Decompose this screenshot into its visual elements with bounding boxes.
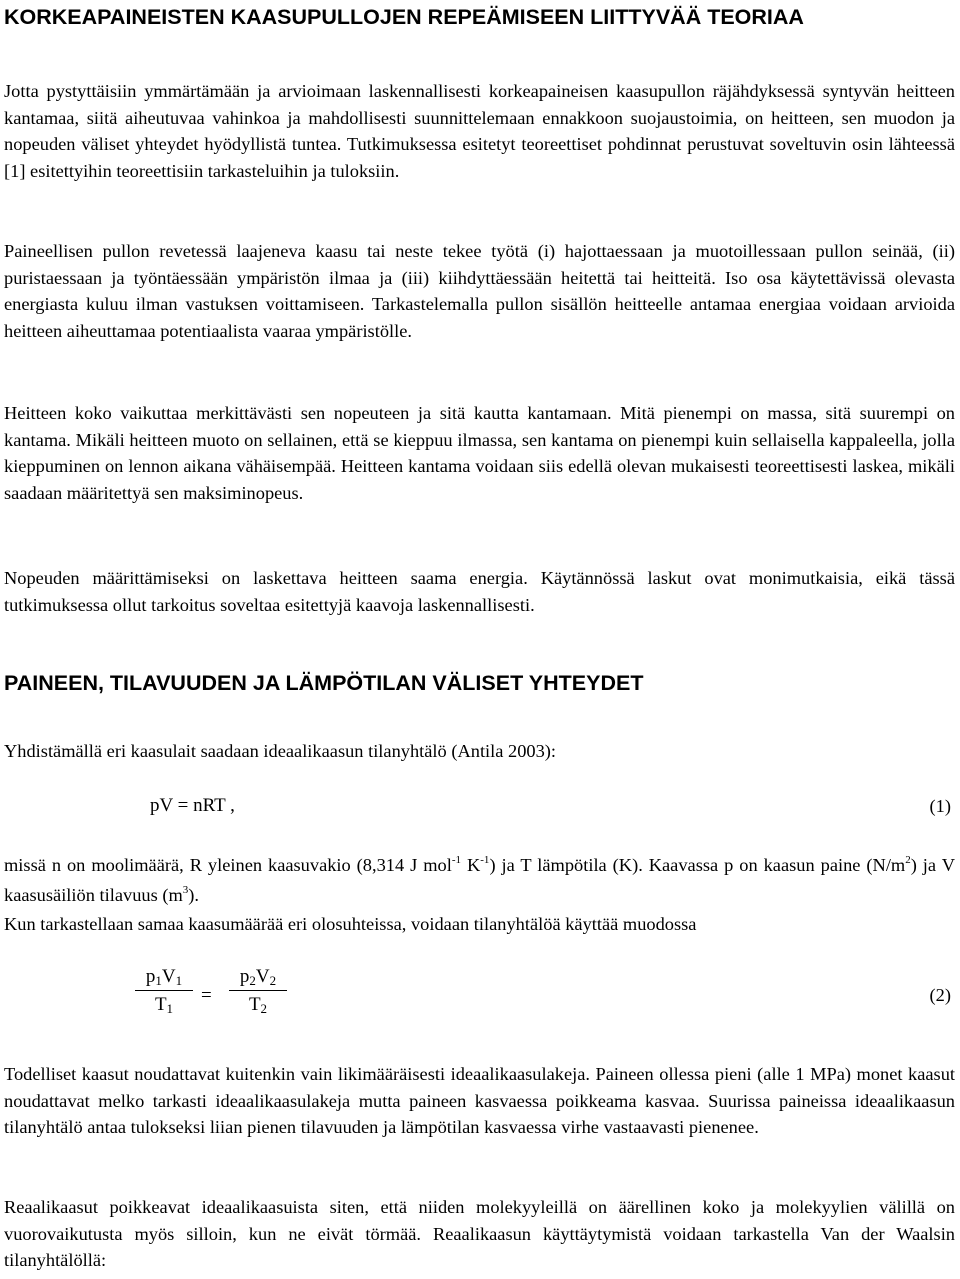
denominator: T1 <box>154 994 174 1016</box>
superscript: -1 <box>480 854 490 866</box>
equation-ideal-gas-law: pV = nRT , <box>150 795 235 816</box>
text-run: ) ja T lämpötila (K). Kaavassa p on kaasun paine (N/m <box>489 855 906 875</box>
paragraph-velocity: Nopeuden määrittämiseksi on laskettava heitteen saama energia. Käytännössä laskut ovat monimutkaisia, eikä tässä tutkimuksessa ollut tarkoitus soveltaa esitettyjä kaavoja laskennallisesti. <box>4 568 955 615</box>
equation-combined-gas-law <box>135 966 335 1036</box>
equation-number-1: (1) <box>929 796 951 816</box>
equation-number-2: (2) <box>929 985 951 1005</box>
paragraph-pressurized-bottle: Paineellisen pullon revetessä laajeneva kaasu tai neste tekee työtä (i) hajottaessaan ja muotoillessaan pullon seinää, (ii) puristaessaan ja työntäessään ympäristön ilmaa ja (iii) kiihdyttäessään heitettä tai heitteitä. Iso osa käytettävissä olevasta energiasta kuluu ilman vastuksen voittamiseen. Tarkastelemalla pullon sisällön heitteelle antamaa energiaa voidaan arvioida heitteen aiheuttamaa potentiaalista vaaraa ympäristölle. <box>4 241 955 341</box>
text-run: K <box>461 855 481 875</box>
text-run: ). <box>188 884 200 905</box>
fraction-left <box>135 966 193 1016</box>
numerator: p1V1 <box>145 966 183 988</box>
paragraph-ideal-gas-intro: Yhdistämällä eri kaasulait saadaan ideaalikaasun tilanyhtälö (Antila 2003): <box>4 741 557 761</box>
section-heading-theory: KORKEAPAINEISTEN KAASUPULLOJEN REPEÄMISEEN LIITTYVÄÄ TEORIAA <box>4 5 804 29</box>
paragraph-fragment-size: Heitteen koko vaikuttaa merkittävästi sen nopeuteen ja sitä kautta kantamaan. Mitä pienempi on massa, sitä suurempi on kantama. Mikäli heitteen muoto on sellainen, että se kieppuu ilmassa, sen kantama on pienempi kuin sellaisella kappaleella, jolla kieppuminen on lennon aikana vähäisempää. Heitteen kantama voidaan siis edellä olevan mukaisesti teoreettisesti laskea, mikäli saadaan määritettyä sen maksiminopeus. <box>4 403 955 503</box>
paragraph-real-gases: Todelliset kaasut noudattavat kuitenkin vain likimääräisesti ideaalikaasulakeja. Paineen ollessa pieni (alle 1 MPa) monet kaasut noudattavat melko tarkasti ideaalikaasulakeja mutta paineen kasvaessa poikkeama kasvaa. Suurissa paineissa ideaalikaasun tilanyhtälö antaa tulokseksi liian pienen tilavuuden ja lämpötilan kasvaessa virhe vastaavasti pienenee. <box>4 1064 955 1137</box>
text-run: Kun tarkastellaan samaa kaasumäärää eri olosuhteissa, voidaan tilanyhtälöä käyttää muodossa <box>4 914 697 934</box>
numerator: p2V2 <box>239 966 277 988</box>
text-run: ) ja V kaasusäiliön tilavuus (m <box>4 855 955 905</box>
section-heading-gas-laws: PAINEEN, TILAVUUDEN JA LÄMPÖTILAN VÄLISET YHTEYDET <box>4 671 644 695</box>
superscript: 3 <box>182 883 189 896</box>
superscript: -1 <box>451 854 462 866</box>
superscript: 2 <box>905 854 911 866</box>
equals-sign: = <box>201 985 212 1006</box>
denominator: T2 <box>248 994 268 1016</box>
fraction-right <box>229 966 287 1016</box>
paragraph-van-der-waals: Reaalikaasut poikkeavat ideaalikaasuista siten, että niiden molekyyleillä on äärellinen koko ja molekyylien välillä on vuorovaikutusta myös silloin, kun ne eivät törmää. Reaalikaasun käyttäytymistä voidaan tarkastella Van der Waalsin tilanyhtälöllä: <box>4 1197 955 1270</box>
paragraph-variable-definitions <box>4 852 955 938</box>
paragraph-intro: Jotta pystyttäisiin ymmärtämään ja arvioimaan laskennallisesti korkeapaineisen kaasupullon räjähdyksessä syntyvän heitteen kantamaa, siitä aiheutuvaa vahinkoa ja mahdollisesti suunnittelemaan ennakkoon suojaustoimia, on heitteen, sen muodon ja nopeuden väliset yhteydet hyödyllistä tuntea. Tutkimuksessa esitetyt teoreettiset pohdinnat perustuvat soveltuvin osin lähteessä [1] esitettyihin teoreettisiin tarkasteluihin ja tuloksiin. <box>4 81 955 181</box>
text-run: missä n on moolimäärä, R yleinen kaasuvakio (8,314 J mol <box>4 855 452 875</box>
